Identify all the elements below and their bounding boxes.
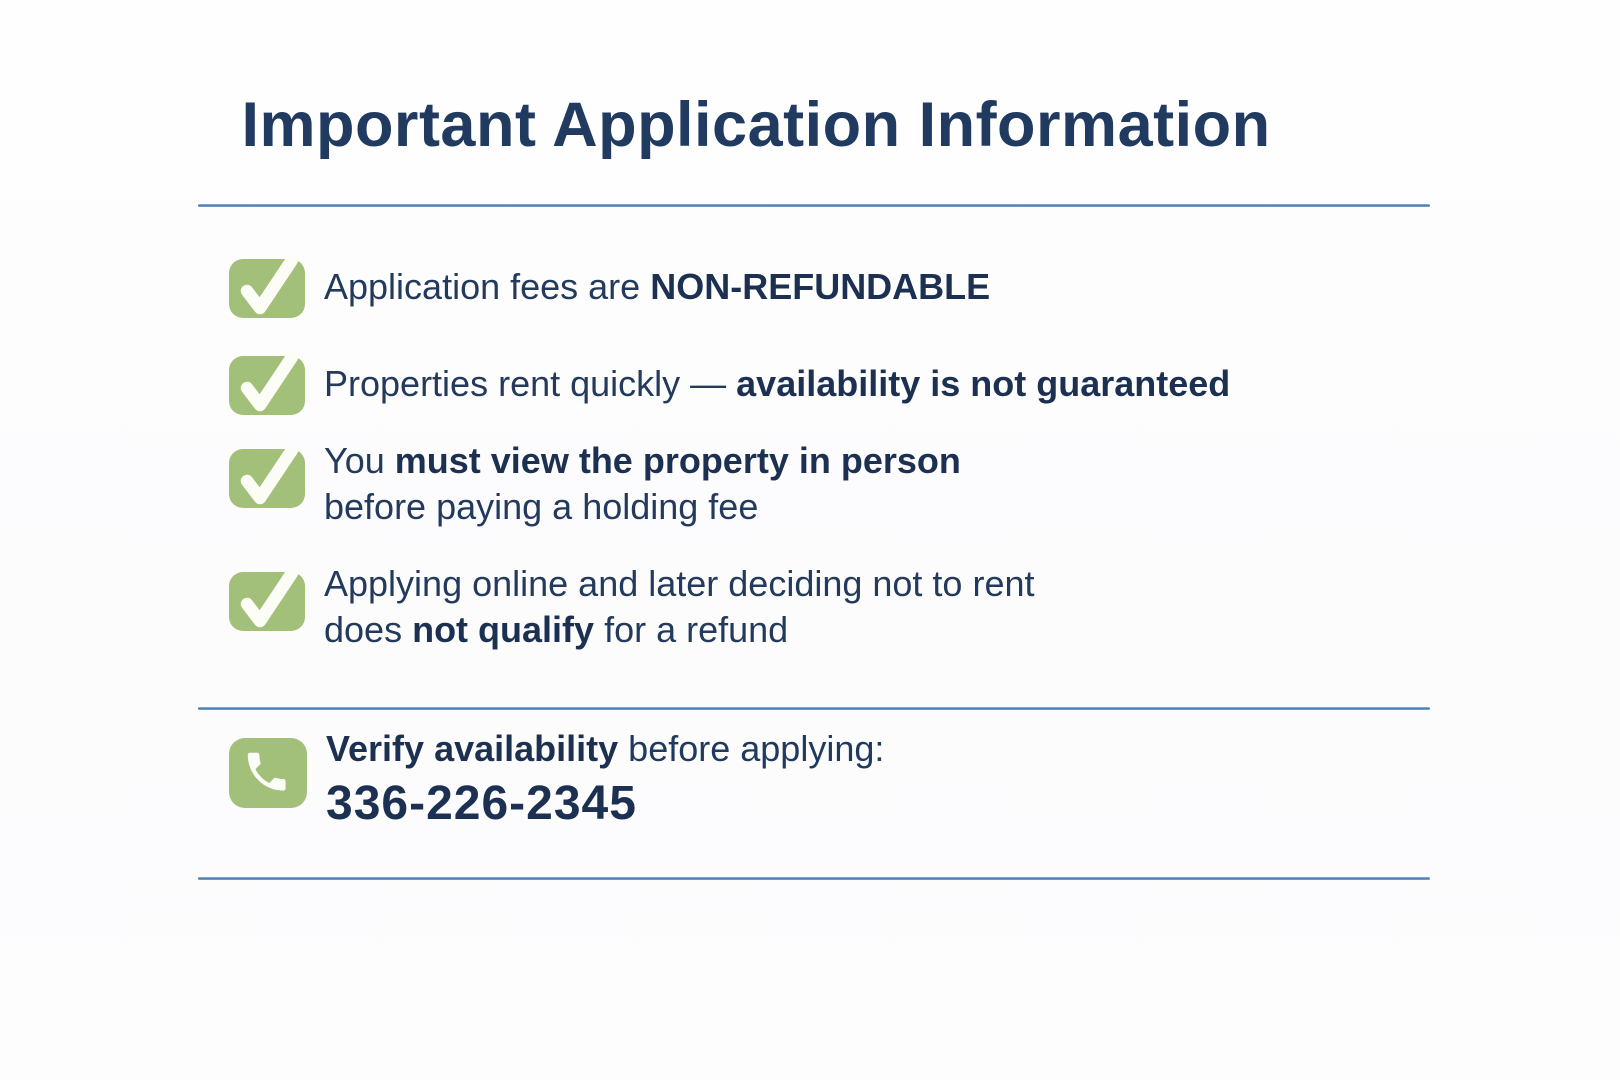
checkmark-icon	[228, 352, 306, 416]
item-line	[324, 607, 1035, 653]
item-text-emphasis: not qualify	[412, 609, 595, 650]
contact-lead-emphasis: Verify availability	[326, 728, 619, 769]
checklist-item-availability	[228, 352, 1230, 416]
contact-lead-line	[326, 725, 884, 773]
checklist-item-view-property	[228, 440, 961, 530]
item-text: before paying a holding fee	[324, 486, 759, 527]
item-text: for a refund	[594, 609, 789, 650]
divider-top	[198, 204, 1430, 207]
phone-number: 336-226-2345	[326, 777, 637, 830]
checklist-item-fees	[228, 255, 990, 319]
item-text-emphasis: NON-REFUNDABLE	[650, 266, 991, 307]
item-text-emphasis: availability is not guaranteed	[736, 363, 1231, 404]
phone-icon	[228, 736, 308, 810]
item-text: Applying online and later deciding not to rent	[324, 563, 1035, 604]
checklist-item-text	[324, 561, 1035, 653]
checklist-item-text	[324, 438, 961, 530]
page-title: Important Application Information	[241, 90, 1271, 160]
checklist-item-text	[324, 264, 990, 310]
item-line	[324, 561, 1035, 607]
item-text: You	[324, 440, 395, 481]
divider-middle	[198, 707, 1430, 710]
item-text-emphasis: must view the property in person	[394, 440, 961, 481]
checklist-item-text	[324, 361, 1230, 407]
checkmark-icon	[228, 445, 306, 509]
contact-text	[326, 725, 884, 835]
contact-section	[228, 730, 884, 835]
contact-lead-text: before applying:	[618, 728, 885, 769]
checkmark-icon	[228, 255, 306, 319]
checklist-item-online-refund	[228, 563, 1035, 653]
item-text: Application fees are	[324, 266, 651, 307]
item-line	[324, 484, 961, 530]
item-line	[324, 438, 961, 484]
checkmark-icon	[228, 568, 306, 632]
item-text: Properties rent quickly —	[324, 363, 737, 404]
item-text: does	[324, 609, 413, 650]
divider-bottom	[198, 877, 1430, 880]
